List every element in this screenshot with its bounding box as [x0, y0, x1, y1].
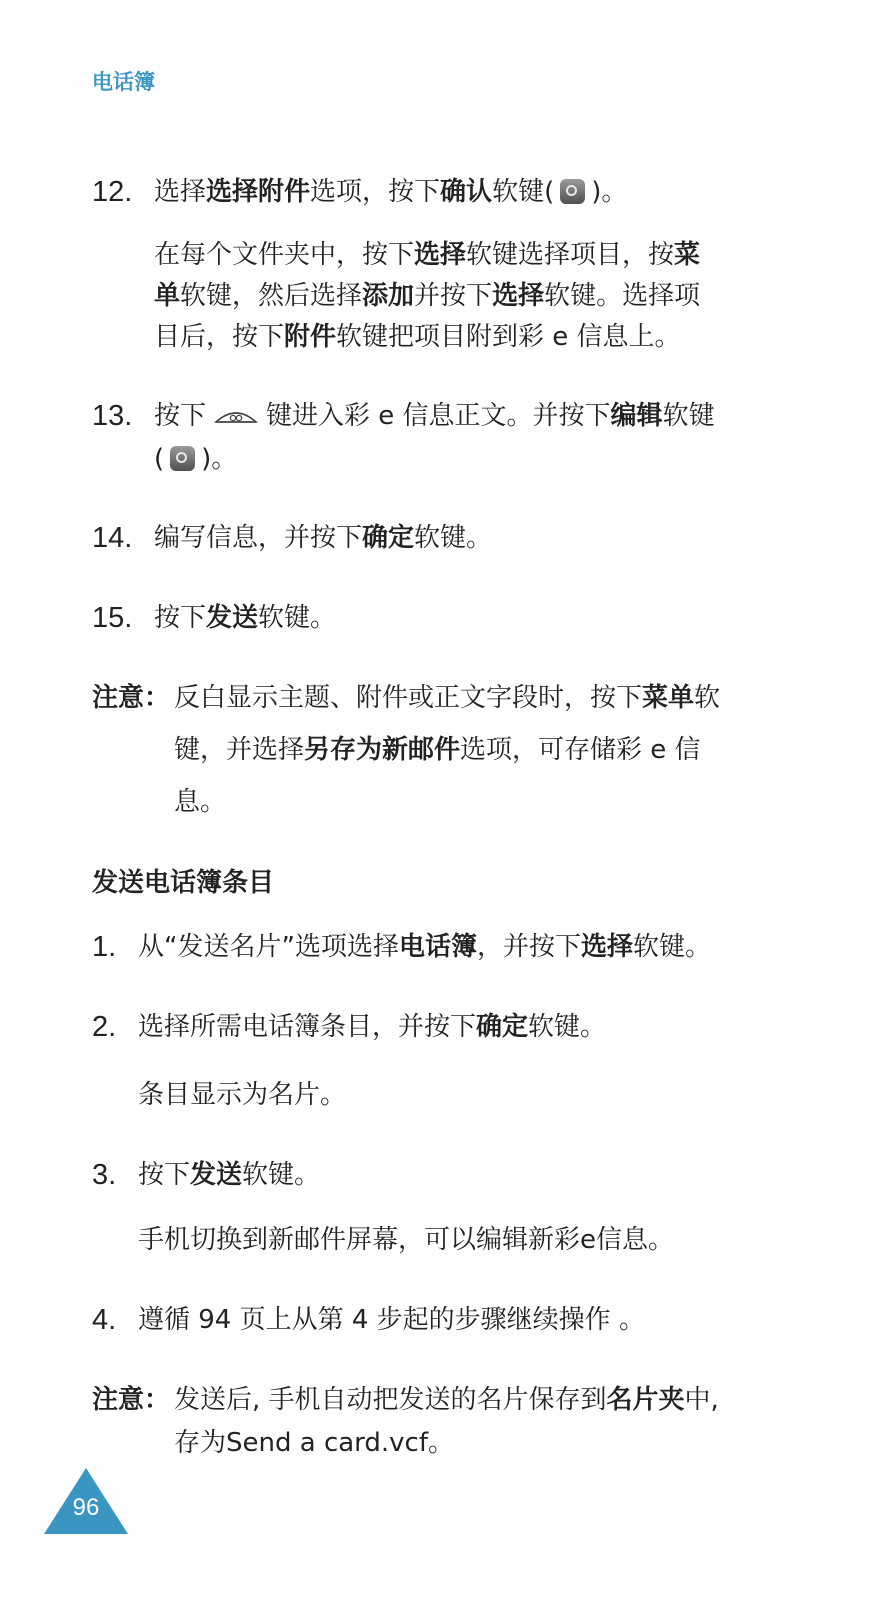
- bold-term: 附件: [284, 322, 337, 352]
- note-line: [174, 678, 774, 719]
- text-run: 在每个文件夹中，按下: [154, 240, 415, 270]
- bold-term: 选择: [414, 240, 467, 270]
- text-run: )。: [201, 444, 238, 474]
- step-text: [138, 1155, 774, 1196]
- ok-key-icon: [214, 398, 258, 439]
- text-run: 按下: [138, 1160, 191, 1190]
- text-run: 选项，按下: [310, 177, 441, 207]
- text-run: (: [154, 444, 165, 474]
- detail-text: 手机切换到新邮件屏幕，可以编辑新彩e信息。: [138, 1225, 674, 1255]
- step-text: [138, 1007, 774, 1048]
- text-run: ，并按下: [476, 932, 581, 962]
- note-line: 息。: [174, 787, 227, 817]
- bold-term: 选择: [580, 932, 633, 962]
- bold-term: 确认: [440, 177, 493, 207]
- text-run: 键进入彩 e 信息正文。并按下: [266, 401, 611, 431]
- text-run: 编写信息，并按下: [154, 523, 363, 553]
- text-run: 中,: [684, 1385, 719, 1415]
- text-run: 软键选择项目，按: [466, 240, 675, 270]
- text-run: 软键。: [414, 523, 493, 553]
- bold-term: 添加: [362, 281, 415, 311]
- step-number: 4.: [92, 1304, 117, 1336]
- note-label: 注意：: [92, 1385, 171, 1415]
- step-text: [154, 172, 774, 213]
- text-run: 目后，按下: [154, 322, 285, 352]
- step-number: 3.: [92, 1159, 117, 1191]
- step-text: [154, 396, 774, 480]
- bold-term: 选择附件: [206, 177, 311, 207]
- note-line: [174, 730, 774, 771]
- text-run: 软键。: [258, 603, 337, 633]
- text-run: 按下: [154, 401, 207, 431]
- bold-term: 单: [154, 281, 181, 311]
- step-text: [138, 927, 834, 968]
- step-number: 15.: [92, 602, 133, 634]
- bold-term: 菜单: [642, 683, 695, 713]
- text-run: 软键。: [528, 1012, 607, 1042]
- note-text: [174, 678, 774, 823]
- detail-text: [154, 235, 774, 358]
- text-run: 从“发送名片”选项选择: [138, 932, 399, 962]
- text-run: 按下: [154, 603, 207, 633]
- text-run: 软键。: [242, 1160, 321, 1190]
- bold-term: 确定: [362, 523, 415, 553]
- text-run: 软键把项目附到彩 e 信息上。: [336, 322, 681, 352]
- bold-term: 发送: [206, 603, 259, 633]
- bold-term: 选择: [492, 281, 545, 311]
- step-number: 2.: [92, 1011, 117, 1043]
- text-run: 反白显示主题、附件或正文字段时，按下: [174, 683, 643, 713]
- note-line: 存为Send a card.vcf。: [174, 1428, 455, 1458]
- detail-text: 条目显示为名片。: [138, 1080, 347, 1110]
- bold-term: 确定: [476, 1012, 529, 1042]
- soft-key-icon: [560, 179, 585, 204]
- text-run: 软键。选择项: [544, 281, 701, 311]
- text-run: 软键，然后选择: [180, 281, 363, 311]
- text-run: 选项，可存储彩 e 信: [460, 735, 701, 765]
- bold-term: 编辑: [610, 401, 663, 431]
- step-number: 1.: [92, 931, 117, 963]
- step-text: 遵循 94 页上从第 4 步起的步骤继续操作 。: [138, 1305, 645, 1335]
- note-text: [174, 1380, 814, 1464]
- text-run: 键，并选择: [174, 735, 305, 765]
- section-title: 发送电话簿条目: [92, 868, 275, 898]
- page-number-badge: [44, 1468, 128, 1534]
- bold-term: 发送: [190, 1160, 243, 1190]
- soft-key-icon: [170, 446, 195, 471]
- step-text: [154, 598, 774, 639]
- text-run: )。: [591, 177, 628, 207]
- text-run: 软键(: [492, 177, 555, 207]
- text-run: 发送后, 手机自动把发送的名片保存到: [174, 1385, 607, 1415]
- text-run: 选择所需电话簿条目，并按下: [138, 1012, 477, 1042]
- step-line: [154, 439, 774, 480]
- step-line: [154, 396, 774, 439]
- bold-term: 菜: [674, 240, 701, 270]
- detail-line: [154, 276, 774, 317]
- step-number: 12.: [92, 176, 133, 208]
- detail-line: [154, 317, 774, 358]
- bold-term: 名片夹: [606, 1385, 685, 1415]
- text-run: 软键。: [633, 932, 712, 962]
- detail-line: [154, 235, 774, 276]
- note-line: [174, 1380, 814, 1421]
- note-label: 注意：: [92, 683, 171, 713]
- step-number: 13.: [92, 400, 133, 432]
- step-number: 14.: [92, 522, 133, 554]
- step-text: [154, 518, 774, 559]
- text-run: 软键: [662, 401, 715, 431]
- text-run: 软: [694, 683, 721, 713]
- text-run: 选择: [154, 177, 207, 207]
- text-run: 并按下: [414, 281, 493, 311]
- bold-term: 电话簿: [398, 932, 477, 962]
- bold-term: 另存为新邮件: [304, 735, 461, 765]
- page-number: 96: [72, 1494, 100, 1521]
- section-header: 电话簿: [92, 70, 155, 94]
